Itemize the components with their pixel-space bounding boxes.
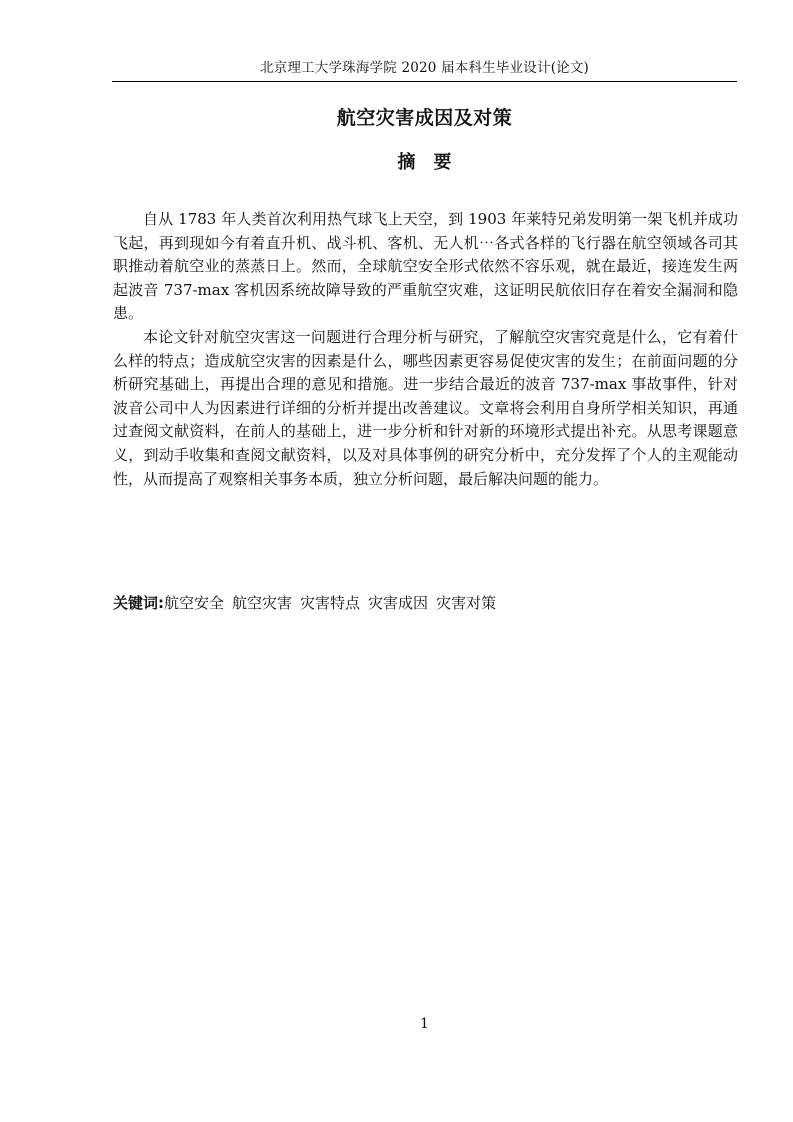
keywords-line [113,592,738,615]
keyword: 航空灾害 [232,594,293,612]
keywords-label: 关键词: [113,594,164,612]
keyword: 灾害特点 [300,594,361,612]
abstract-paragraph: 自从 1783 年人类首次利用热气球飞上天空，到 1903 年莱特兄弟发明第一架飞机并成功飞起，再到现如今有着直升机、战斗机、客机、无人机⋯各式各样的飞行器在航空领域各司其职推动着航空业的蒸蒸日上。然而，全球航空安全形式依然不容乐观，就在最近，接连发生两起波音 737-max 客机因系统故障导致的严重航空灾难，这证明民航依旧存在着安全漏洞和隐患。 [113,210,738,323]
abstract-heading: 摘要 [397,152,470,173]
keyword: 灾害对策 [436,594,497,612]
abstract-paragraph: 本论文针对航空灾害这一问题进行合理分析与研究，了解航空灾害究竟是什么，它有着什么样的特点；造成航空灾害的因素是什么，哪些因素更容易促使灾害的发生；在前面问题的分析研究基础上，再提出合理的意见和措施。进一步结合最近的波音 737-max 事故事件，针对波音公司中人为因素进行详细的分析并提出改善建议。文章将会利用自身所学相关知识，再通过查阅文献资料，在前人的基础上，进一步分析和针对新的环境形式提出补充。从思考课题意义，到动手收集和查阅文献资料，以及对具体事例的研究分析中，充分发挥了个人的主观能动性，从而提高了观察相关事务本质，独立分析问题，最后解决问题的能力。 [113,327,738,488]
page-number: 1 [420,1016,429,1032]
keyword: 航空安全 [164,594,225,612]
abstract-body [113,208,738,491]
document-title: 航空灾害成因及对策 [336,107,513,129]
page-header [112,54,737,82]
header-text: 北京理工大学珠海学院 2020 届本科生毕业设计(论文) [259,60,590,76]
keyword: 灾害成因 [368,594,429,612]
